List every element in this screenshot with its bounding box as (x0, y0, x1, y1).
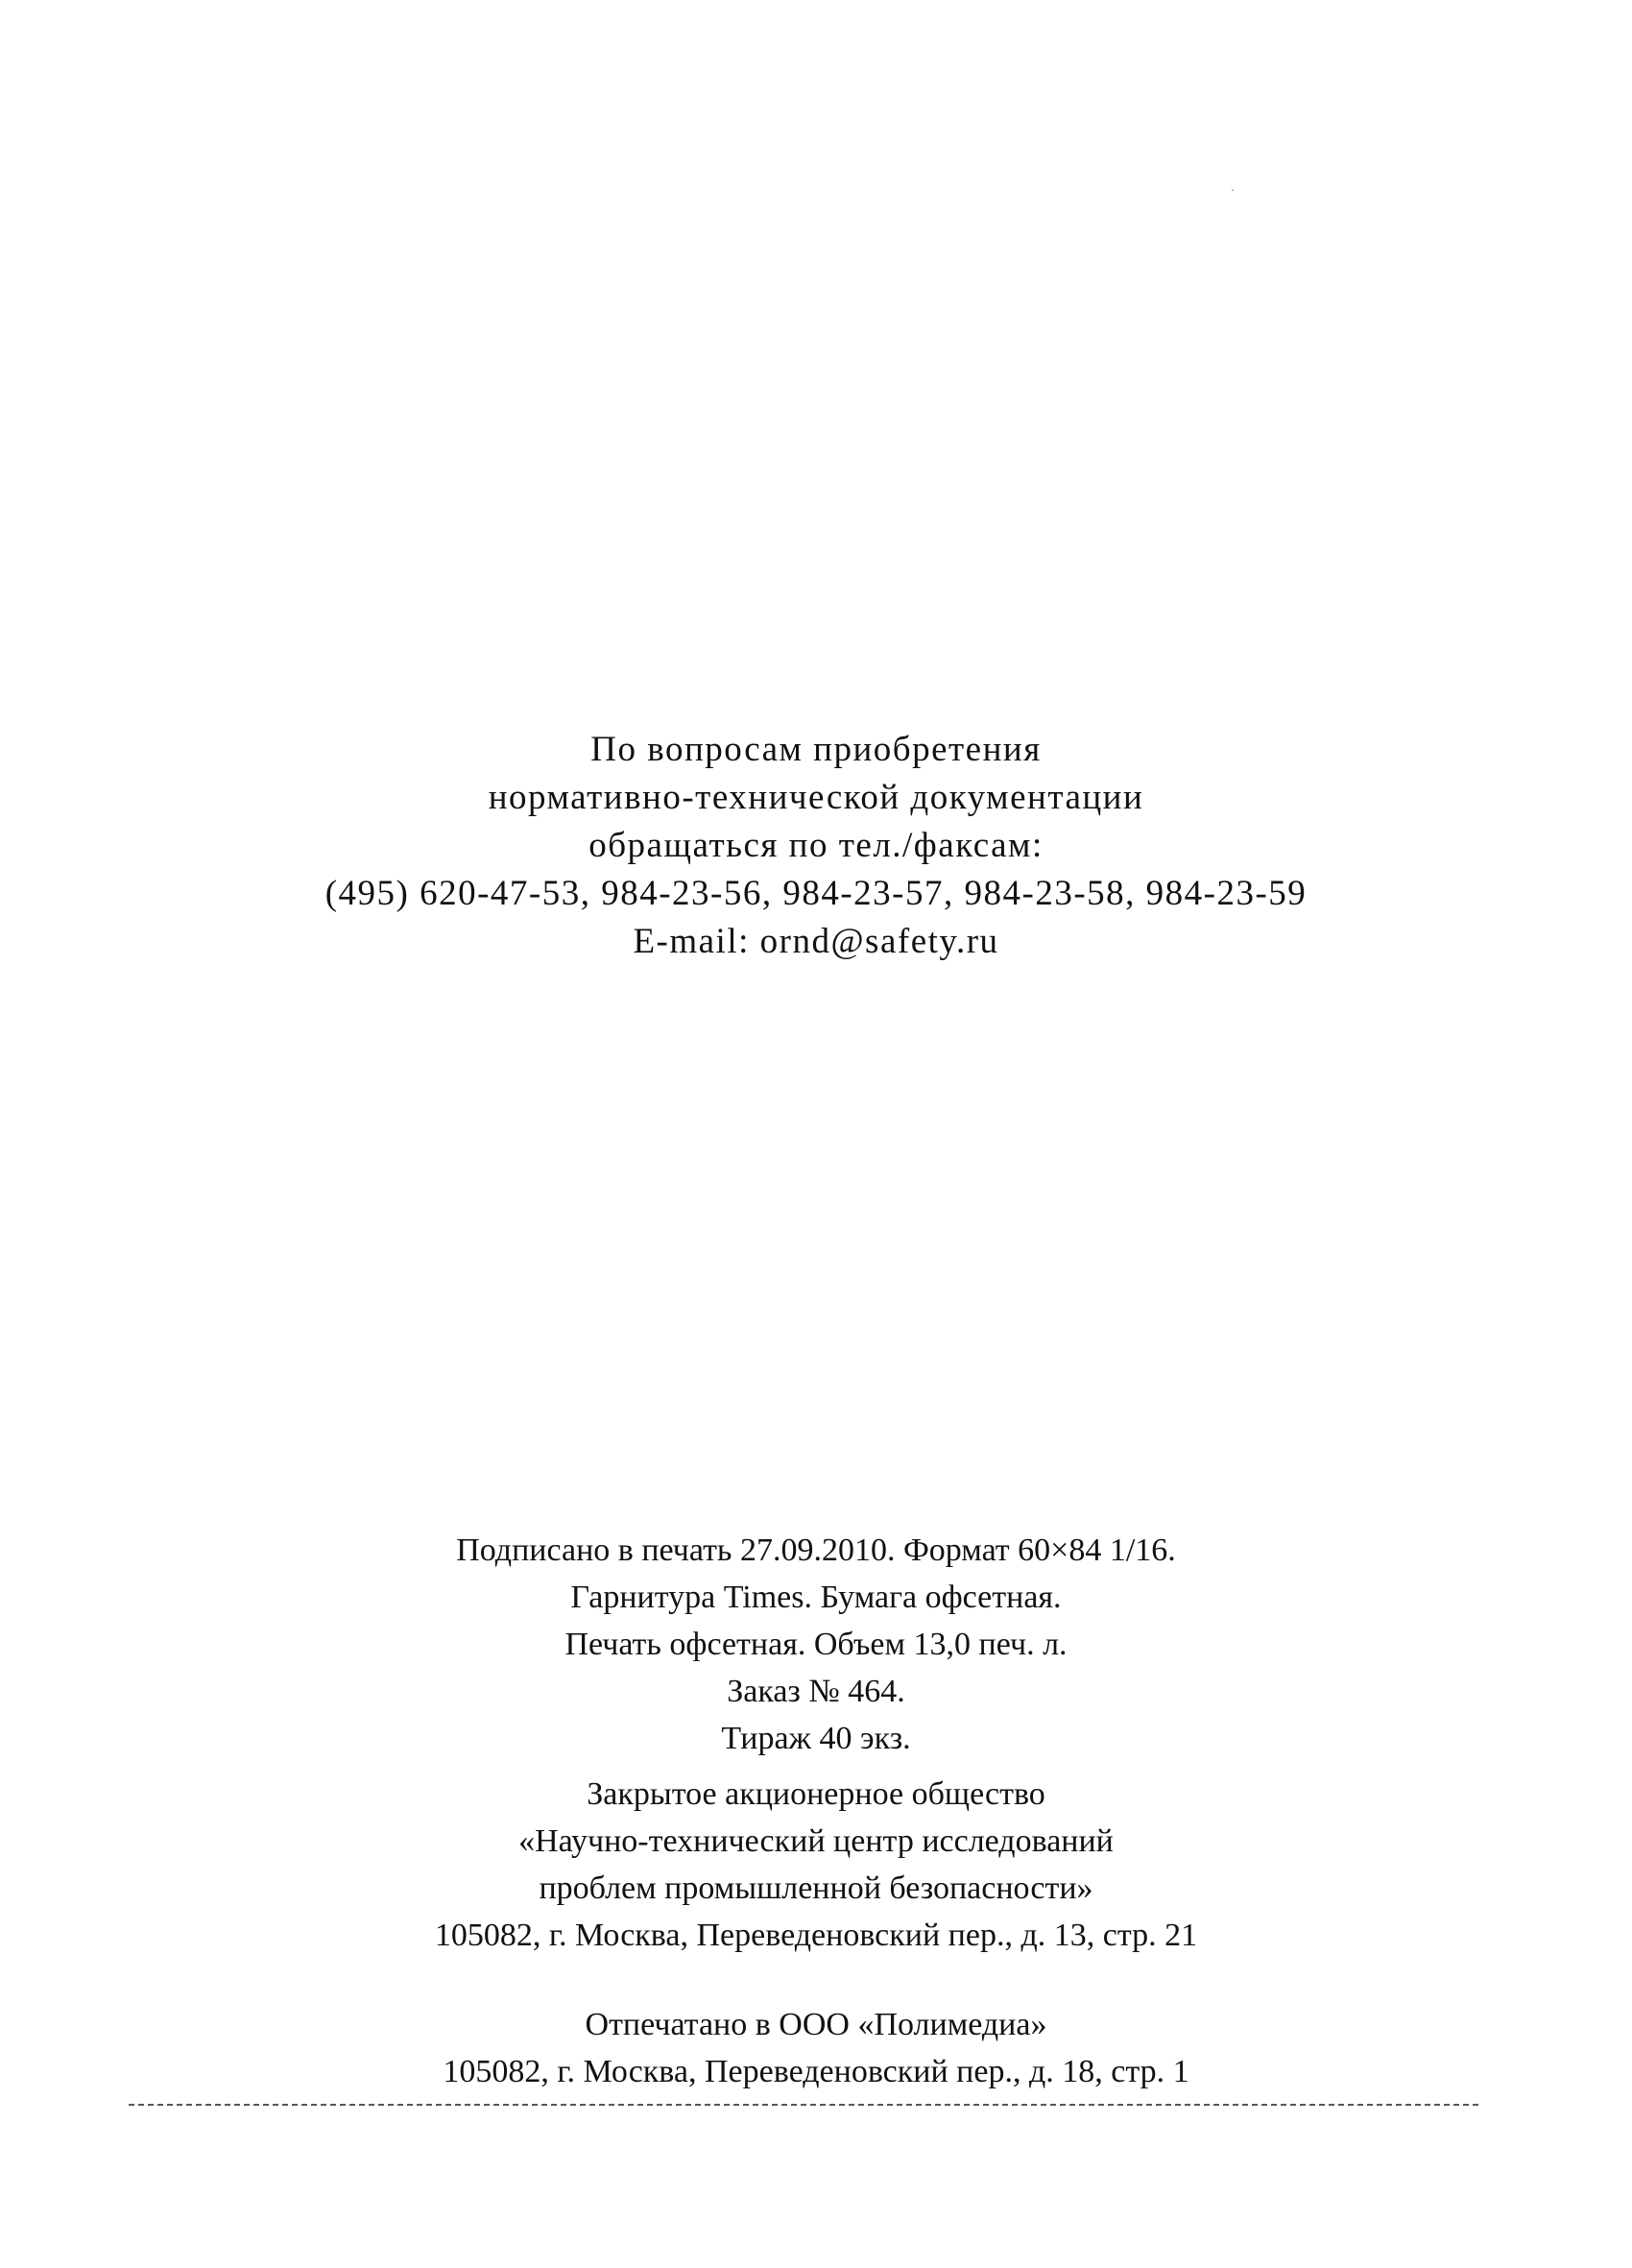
imprint-block (0, 1527, 1632, 1762)
contact-phone-numbers: (495) 620-47-53, 984-23-56, 984-23-57, 984-23-58, 984-23-59 (324, 874, 1308, 913)
contact-line-phone-intro: обращаться по тел./факсам: (588, 826, 1044, 865)
contact-info-block (0, 726, 1632, 966)
imprint-signed-format: Подписано в печать 27.09.2010. Формат 60×84 1/16. (456, 1532, 1176, 1568)
scan-speck (1232, 189, 1234, 191)
imprint-print-volume: Печать офсетная. Объем 13,0 печ. л. (564, 1627, 1068, 1662)
printer-block (0, 2001, 1632, 2095)
publisher-block (0, 1771, 1632, 1959)
publisher-address: 105082, г. Москва, Переведеновский пер., д. 13, стр. 21 (434, 1918, 1198, 1953)
imprint-order-number: Заказ № 464. (727, 1674, 905, 1709)
printer-address: 105082, г. Москва, Переведеновский пер., д. 18, стр. 1 (443, 2054, 1189, 2089)
contact-line-purchase: По вопросам приобретения (590, 730, 1042, 769)
imprint-typeface-paper: Гарнитура Times. Бумага офсетная. (570, 1580, 1062, 1615)
contact-email: E-mail: ornd@safety.ru (633, 922, 999, 961)
publisher-company-type: Закрытое акционерное общество (587, 1776, 1045, 1812)
imprint-print-run: Тираж 40 экз. (721, 1721, 911, 1756)
contact-line-documentation: нормативно-технической документации (488, 778, 1144, 817)
publisher-name-line-1: «Научно-технический центр исследований (518, 1823, 1114, 1859)
dashed-cut-line (129, 2104, 1478, 2106)
printer-name: Отпечатано в ООО «Полимедиа» (585, 2007, 1047, 2042)
publisher-name-line-2: проблем промышленной безопасности» (539, 1870, 1093, 1906)
